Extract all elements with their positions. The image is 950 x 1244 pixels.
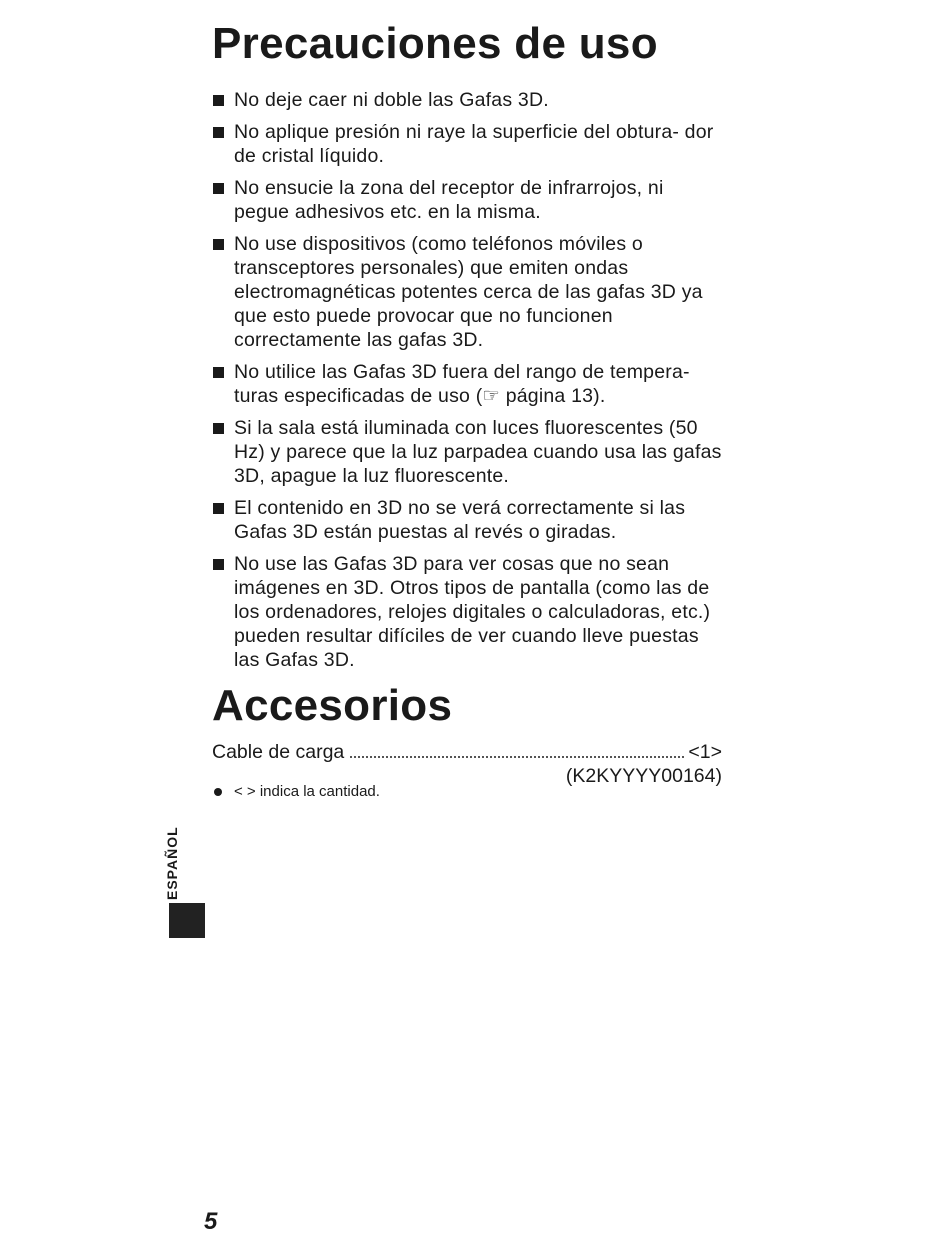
square-bullet-icon <box>213 127 224 138</box>
language-side-label: ESPAÑOL <box>164 826 180 900</box>
precaution-text: No deje caer ni doble las Gafas 3D. <box>234 89 549 111</box>
list-item <box>212 496 724 544</box>
round-bullet-icon <box>214 788 222 796</box>
list-item <box>212 176 724 224</box>
list-item <box>212 416 724 488</box>
precaution-text: No aplique presión ni raye la superficie del obtura- dor de cristal líquido. <box>234 121 714 167</box>
square-bullet-icon <box>213 367 224 378</box>
precaution-text: El contenido en 3D no se verá correctamente si las Gafas 3D están puestas al revés o giradas. <box>234 497 686 543</box>
square-bullet-icon <box>213 95 224 106</box>
list-item <box>212 88 724 112</box>
precaution-text: No ensucie la zona del receptor de infrarrojos, ni pegue adhesivos etc. en la misma. <box>234 177 664 223</box>
precaution-text: Si la sala está iluminada con luces fluorescentes (50 Hz) y parece que la luz parpadea cuando usa las gafas 3D, apague la luz fluorescente. <box>234 417 722 487</box>
precaution-text: No use las Gafas 3D para ver cosas que no sean imágenes en 3D. Otros tipos de pantalla (como las de los ordenadores, relojes digitales o calculadoras, etc.) pueden resultar difíciles de ver cuando lleve puestas las Gafas 3D. <box>234 553 711 671</box>
quantity-note <box>214 782 380 802</box>
accessories-heading: Accesorios <box>212 681 453 730</box>
accessory-quantity: <1> <box>688 741 722 763</box>
precaution-text: No utilice las Gafas 3D fuera del rango de tempera- turas especificadas de uso (☞ página 13). <box>234 361 690 407</box>
accessory-name: Cable de carga <box>212 741 345 763</box>
dotted-leader <box>350 756 684 758</box>
precaution-text: No use dispositivos (como teléfonos móviles o transceptores personales) que emiten ondas electromagnéticas potentes cerca de las gafas 3D ya que esto puede provocar que no funcionen correctamente las gafas 3D. <box>234 233 703 351</box>
square-bullet-icon <box>213 559 224 570</box>
precautions-list <box>212 88 724 680</box>
list-item <box>212 360 724 408</box>
square-bullet-icon <box>213 183 224 194</box>
precautions-heading: Precauciones de uso <box>212 19 658 68</box>
square-bullet-icon <box>213 239 224 250</box>
square-bullet-icon <box>213 503 224 514</box>
square-bullet-icon <box>213 423 224 434</box>
section-tab-marker <box>169 903 205 938</box>
accessory-part-code: (K2KYYYY00164) <box>565 765 722 787</box>
accessory-item-row <box>212 740 722 764</box>
page-number: 5 <box>204 1208 218 1235</box>
quantity-note-text: < > indica la cantidad. <box>234 783 380 800</box>
list-item <box>212 120 724 168</box>
list-item <box>212 552 724 672</box>
list-item <box>212 232 724 352</box>
